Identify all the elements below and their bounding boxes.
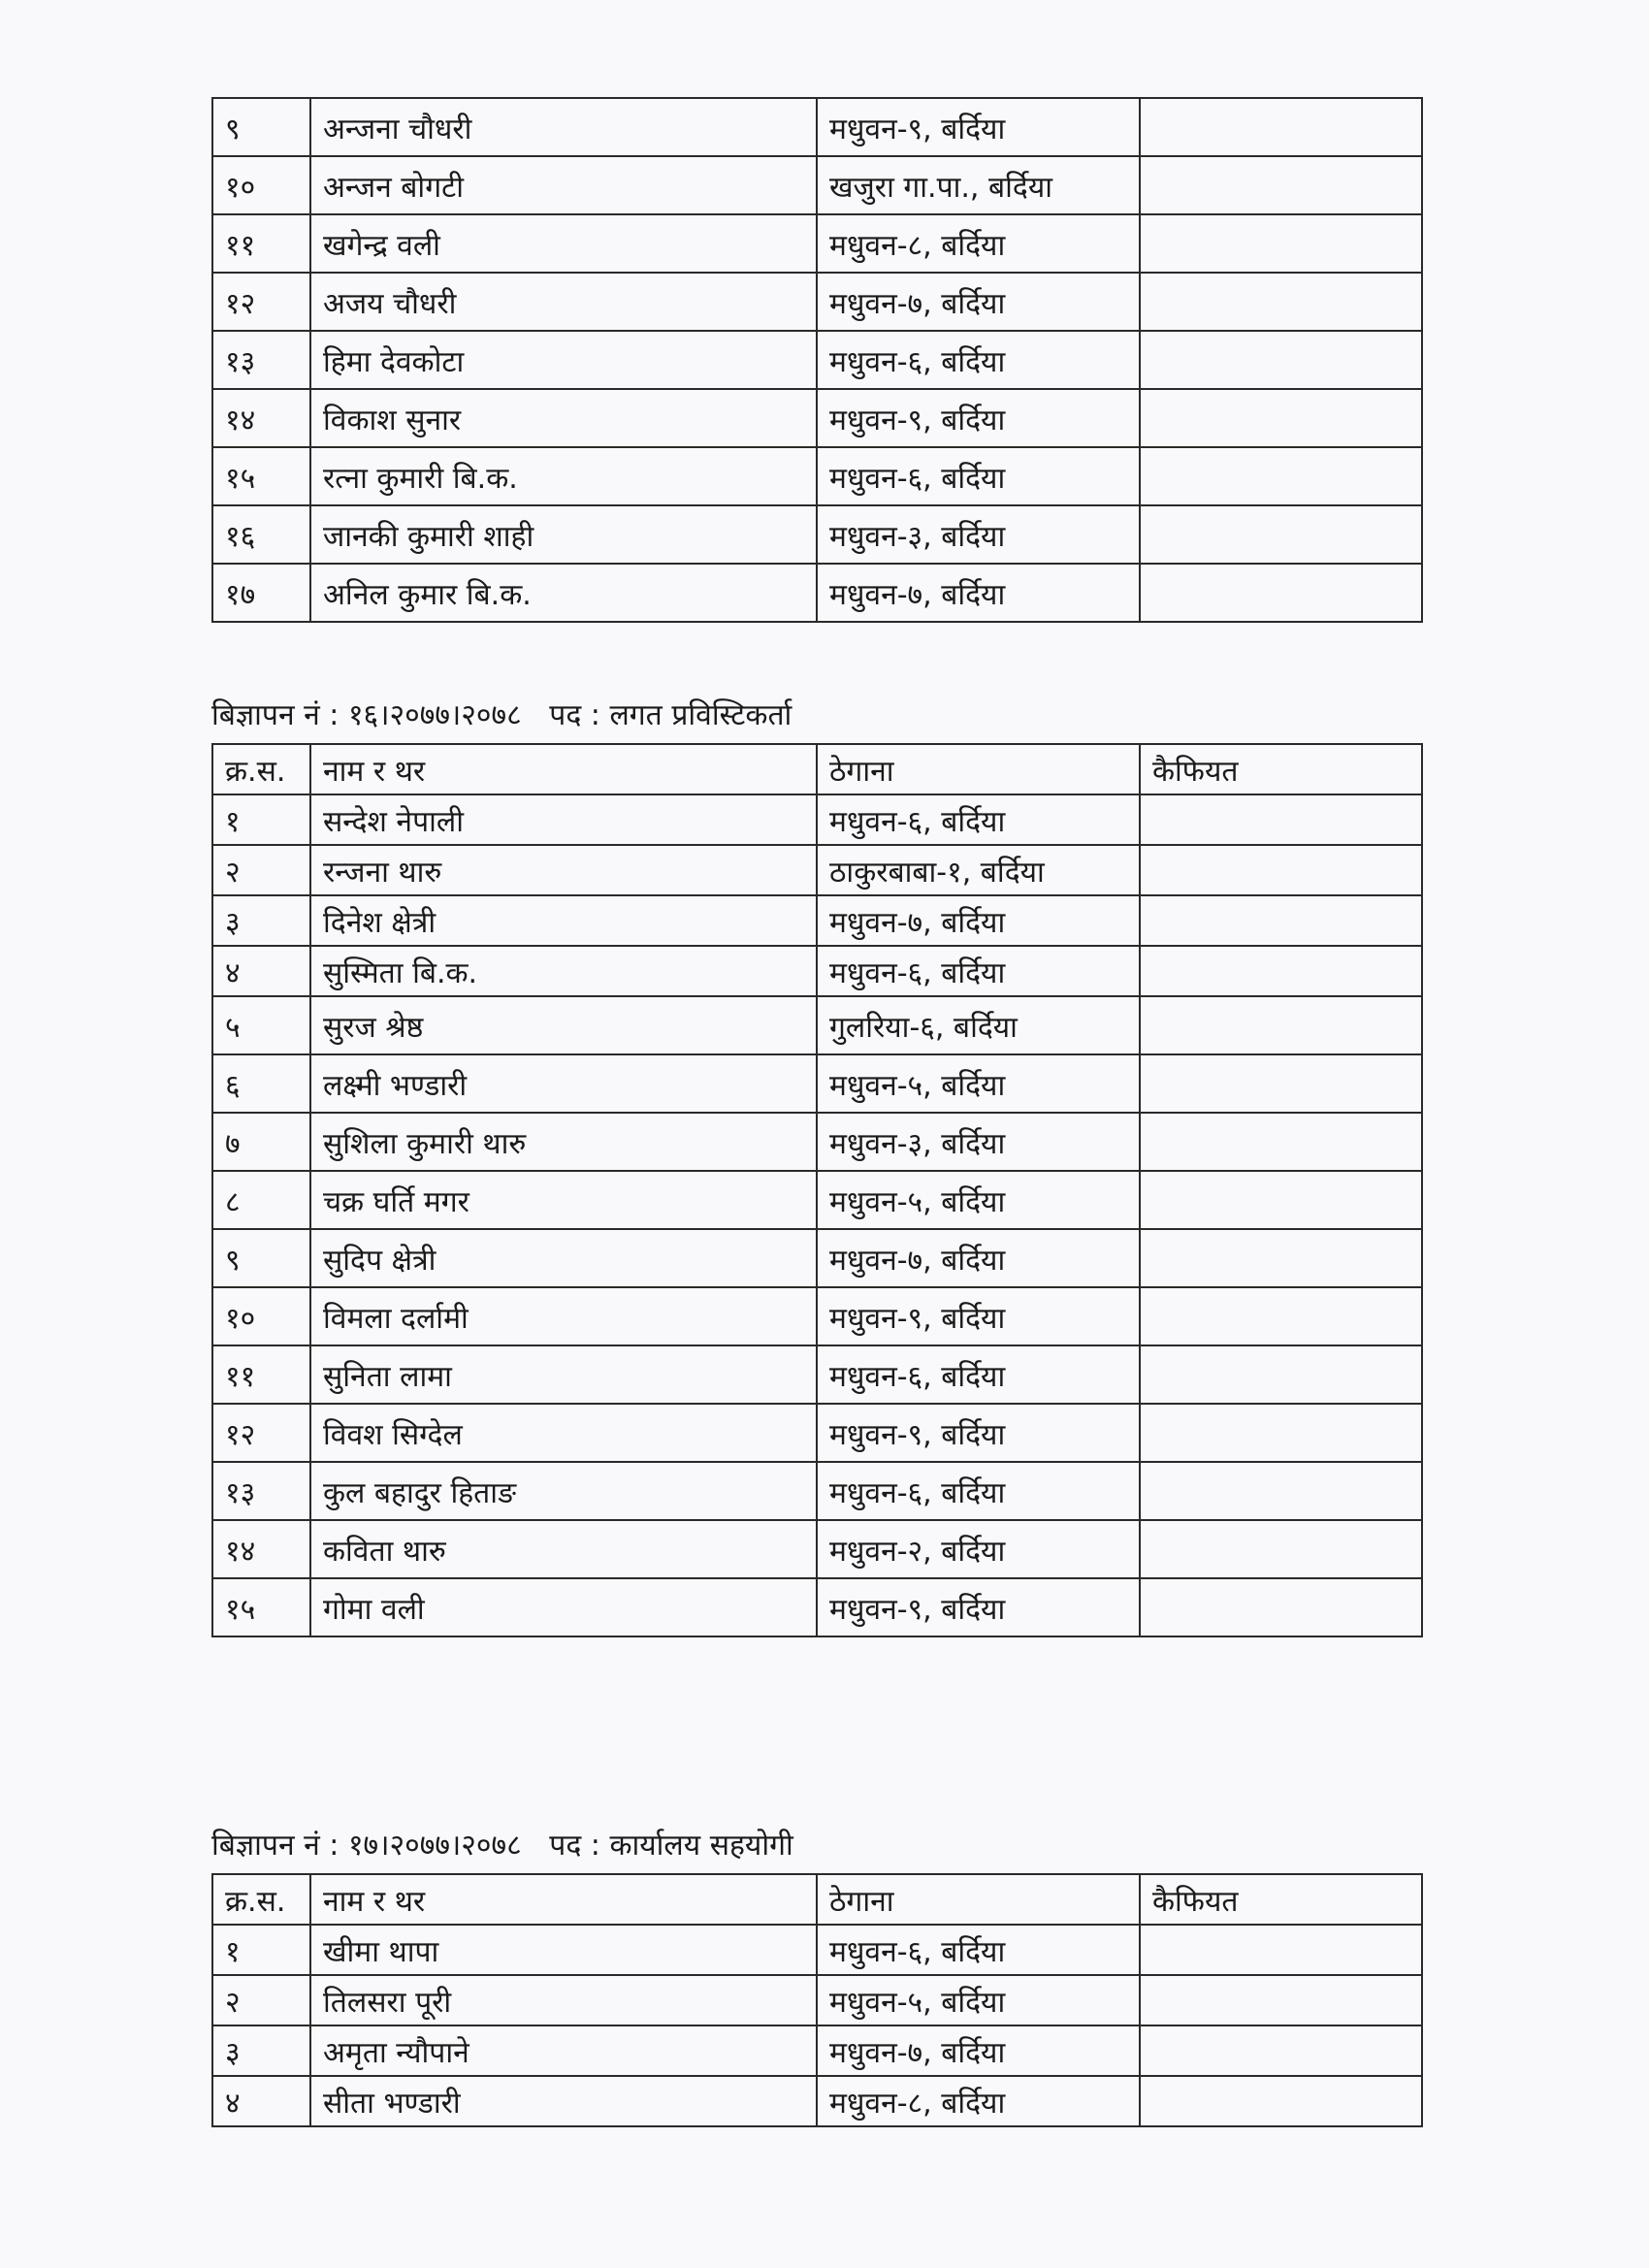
address-cell: मधुवन-६, बर्दिया xyxy=(817,946,1140,996)
remarks-cell xyxy=(1140,1520,1422,1578)
name-cell: अजय चौधरी xyxy=(310,273,817,331)
serial-cell: १४ xyxy=(212,389,310,447)
column-header-name: नाम र थर xyxy=(310,744,817,794)
header-row xyxy=(212,1874,1422,1925)
name-cell: लक्ष्मी भण्डारी xyxy=(310,1054,817,1113)
name-cell: रन्जना थारु xyxy=(310,845,817,895)
table-row xyxy=(212,98,1422,156)
address-cell: मधुवन-९, बर्दिया xyxy=(817,389,1140,447)
address-cell: मधुवन-९, बर्दिया xyxy=(817,1287,1140,1345)
name-cell: अन्जना चौधरी xyxy=(310,98,817,156)
remarks-cell xyxy=(1140,1975,1422,2025)
serial-cell: १० xyxy=(212,1287,310,1345)
serial-cell: ४ xyxy=(212,946,310,996)
table-row xyxy=(212,1520,1422,1578)
table-header xyxy=(212,744,1422,794)
table-body xyxy=(212,98,1422,622)
name-cell: सुस्मिता बि.क. xyxy=(310,946,817,996)
serial-cell: १ xyxy=(212,794,310,845)
name-cell: सन्देश नेपाली xyxy=(310,794,817,845)
name-cell: अन्जन बोगटी xyxy=(310,156,817,214)
address-cell: मधुवन-७, बर्दिया xyxy=(817,2025,1140,2076)
serial-cell: ४ xyxy=(212,2076,310,2126)
serial-cell: ३ xyxy=(212,2025,310,2076)
address-cell: मधुवन-९, बर्दिया xyxy=(817,98,1140,156)
remarks-cell xyxy=(1140,1054,1422,1113)
address-cell: मधुवन-९, बर्दिया xyxy=(817,1578,1140,1636)
name-cell: चक्र घर्ति मगर xyxy=(310,1171,817,1229)
serial-cell: ११ xyxy=(212,214,310,273)
remarks-cell xyxy=(1140,564,1422,622)
header-row xyxy=(212,744,1422,794)
name-cell: सुशिला कुमारी थारु xyxy=(310,1113,817,1171)
remarks-cell xyxy=(1140,1345,1422,1404)
name-cell: खगेन्द्र वली xyxy=(310,214,817,273)
serial-cell: ९ xyxy=(212,98,310,156)
address-cell: मधुवन-७, बर्दिया xyxy=(817,895,1140,946)
address-cell: मधुवन-३, बर्दिया xyxy=(817,505,1140,564)
serial-cell: १५ xyxy=(212,1578,310,1636)
address-cell: मधुवन-८, बर्दिया xyxy=(817,214,1140,273)
candidate-table-office-assistant xyxy=(211,1873,1423,2127)
address-cell: मधुवन-६, बर्दिया xyxy=(817,1345,1140,1404)
table-row xyxy=(212,1345,1422,1404)
table-row xyxy=(212,1171,1422,1229)
name-cell: सीता भण्डारी xyxy=(310,2076,817,2126)
name-cell: विकाश सुनार xyxy=(310,389,817,447)
address-cell: मधुवन-६, बर्दिया xyxy=(817,1462,1140,1520)
name-cell: तिलसरा पूरी xyxy=(310,1975,817,2025)
address-cell: गुलरिया-६, बर्दिया xyxy=(817,996,1140,1054)
name-cell: विमला दर्लामी xyxy=(310,1287,817,1345)
name-cell: अमृता न्यौपाने xyxy=(310,2025,817,2076)
serial-cell: १० xyxy=(212,156,310,214)
remarks-cell xyxy=(1140,895,1422,946)
remarks-cell xyxy=(1140,2076,1422,2126)
advertisement-caption: बिज्ञापन नं : १७।२०७७।२०७८ पद : कार्यालय सहयोगी xyxy=(211,1829,793,1863)
table-row xyxy=(212,794,1422,845)
table-header xyxy=(212,1874,1422,1925)
remarks-cell xyxy=(1140,1171,1422,1229)
address-cell: मधुवन-६, बर्दिया xyxy=(817,794,1140,845)
table-row xyxy=(212,845,1422,895)
remarks-cell xyxy=(1140,845,1422,895)
advertisement-caption: बिज्ञापन नं : १६।२०७७।२०७८ पद : लगत प्रविस्टिकर्ता xyxy=(211,698,792,732)
address-cell: मधुवन-७, बर्दिया xyxy=(817,273,1140,331)
table-row xyxy=(212,1925,1422,1975)
table-row xyxy=(212,2076,1422,2126)
name-cell: अनिल कुमार बि.क. xyxy=(310,564,817,622)
candidate-table-continued xyxy=(211,97,1423,623)
remarks-cell xyxy=(1140,1925,1422,1975)
address-cell: मधुवन-६, बर्दिया xyxy=(817,1925,1140,1975)
name-cell: सुरज श्रेष्ठ xyxy=(310,996,817,1054)
name-cell: रत्ना कुमारी बि.क. xyxy=(310,447,817,505)
serial-cell: १७ xyxy=(212,564,310,622)
remarks-cell xyxy=(1140,1578,1422,1636)
address-cell: मधुवन-५, बर्दिया xyxy=(817,1171,1140,1229)
serial-cell: २ xyxy=(212,845,310,895)
serial-cell: १४ xyxy=(212,1520,310,1578)
remarks-cell xyxy=(1140,996,1422,1054)
table-row xyxy=(212,1578,1422,1636)
address-cell: मधुवन-२, बर्दिया xyxy=(817,1520,1140,1578)
remarks-cell xyxy=(1140,214,1422,273)
address-cell: खजुरा गा.पा., बर्दिया xyxy=(817,156,1140,214)
serial-cell: १५ xyxy=(212,447,310,505)
name-cell: हिमा देवकोटा xyxy=(310,331,817,389)
column-header-remarks: कैफियत xyxy=(1140,1874,1422,1925)
address-cell: मधुवन-७, बर्दिया xyxy=(817,564,1140,622)
table-row xyxy=(212,389,1422,447)
name-cell: दिनेश क्षेत्री xyxy=(310,895,817,946)
serial-cell: ३ xyxy=(212,895,310,946)
remarks-cell xyxy=(1140,1404,1422,1462)
name-cell: खीमा थापा xyxy=(310,1925,817,1975)
column-header-address: ठेगाना xyxy=(817,744,1140,794)
address-cell: मधुवन-५, बर्दिया xyxy=(817,1975,1140,2025)
table-row xyxy=(212,447,1422,505)
table-row xyxy=(212,1462,1422,1520)
address-cell: मधुवन-६, बर्दिया xyxy=(817,331,1140,389)
address-cell: मधुवन-९, बर्दिया xyxy=(817,1404,1140,1462)
table-row xyxy=(212,505,1422,564)
remarks-cell xyxy=(1140,794,1422,845)
serial-cell: १२ xyxy=(212,273,310,331)
address-cell: ठाकुरबाबा-१, बर्दिया xyxy=(817,845,1140,895)
column-header-name: नाम र थर xyxy=(310,1874,817,1925)
serial-cell: ८ xyxy=(212,1171,310,1229)
table-row xyxy=(212,214,1422,273)
table-row xyxy=(212,2025,1422,2076)
serial-cell: २ xyxy=(212,1975,310,2025)
column-header-remarks: कैफियत xyxy=(1140,744,1422,794)
serial-cell: ९ xyxy=(212,1229,310,1287)
table-row xyxy=(212,1975,1422,2025)
candidate-table-data-entry xyxy=(211,743,1423,1637)
remarks-cell xyxy=(1140,156,1422,214)
serial-cell: ७ xyxy=(212,1113,310,1171)
table-row xyxy=(212,1229,1422,1287)
name-cell: विवश सिग्देल xyxy=(310,1404,817,1462)
remarks-cell xyxy=(1140,505,1422,564)
serial-cell: ११ xyxy=(212,1345,310,1404)
serial-cell: १२ xyxy=(212,1404,310,1462)
table-body xyxy=(212,1925,1422,2126)
remarks-cell xyxy=(1140,1462,1422,1520)
remarks-cell xyxy=(1140,389,1422,447)
remarks-cell xyxy=(1140,946,1422,996)
address-cell: मधुवन-८, बर्दिया xyxy=(817,2076,1140,2126)
address-cell: मधुवन-६, बर्दिया xyxy=(817,447,1140,505)
table-row xyxy=(212,1287,1422,1345)
table-body xyxy=(212,794,1422,1636)
serial-cell: १३ xyxy=(212,1462,310,1520)
address-cell: मधुवन-३, बर्दिया xyxy=(817,1113,1140,1171)
table-row xyxy=(212,946,1422,996)
name-cell: कुल बहादुर हिताङ xyxy=(310,1462,817,1520)
remarks-cell xyxy=(1140,98,1422,156)
name-cell: जानकी कुमारी शाही xyxy=(310,505,817,564)
serial-cell: १ xyxy=(212,1925,310,1975)
column-header-address: ठेगाना xyxy=(817,1874,1140,1925)
remarks-cell xyxy=(1140,1287,1422,1345)
table-row xyxy=(212,1054,1422,1113)
column-header-serial: क्र.स. xyxy=(212,1874,310,1925)
name-cell: सुदिप क्षेत्री xyxy=(310,1229,817,1287)
table-row xyxy=(212,331,1422,389)
address-cell: मधुवन-७, बर्दिया xyxy=(817,1229,1140,1287)
remarks-cell xyxy=(1140,331,1422,389)
table-row xyxy=(212,156,1422,214)
column-header-serial: क्र.स. xyxy=(212,744,310,794)
name-cell: सुनिता लामा xyxy=(310,1345,817,1404)
table-row xyxy=(212,273,1422,331)
serial-cell: ५ xyxy=(212,996,310,1054)
serial-cell: १३ xyxy=(212,331,310,389)
table-row xyxy=(212,1113,1422,1171)
name-cell: गोमा वली xyxy=(310,1578,817,1636)
serial-cell: १६ xyxy=(212,505,310,564)
serial-cell: ६ xyxy=(212,1054,310,1113)
table-row xyxy=(212,564,1422,622)
table-row xyxy=(212,895,1422,946)
name-cell: कविता थारु xyxy=(310,1520,817,1578)
table-row xyxy=(212,996,1422,1054)
remarks-cell xyxy=(1140,447,1422,505)
address-cell: मधुवन-५, बर्दिया xyxy=(817,1054,1140,1113)
remarks-cell xyxy=(1140,1113,1422,1171)
remarks-cell xyxy=(1140,1229,1422,1287)
remarks-cell xyxy=(1140,273,1422,331)
remarks-cell xyxy=(1140,2025,1422,2076)
table-row xyxy=(212,1404,1422,1462)
